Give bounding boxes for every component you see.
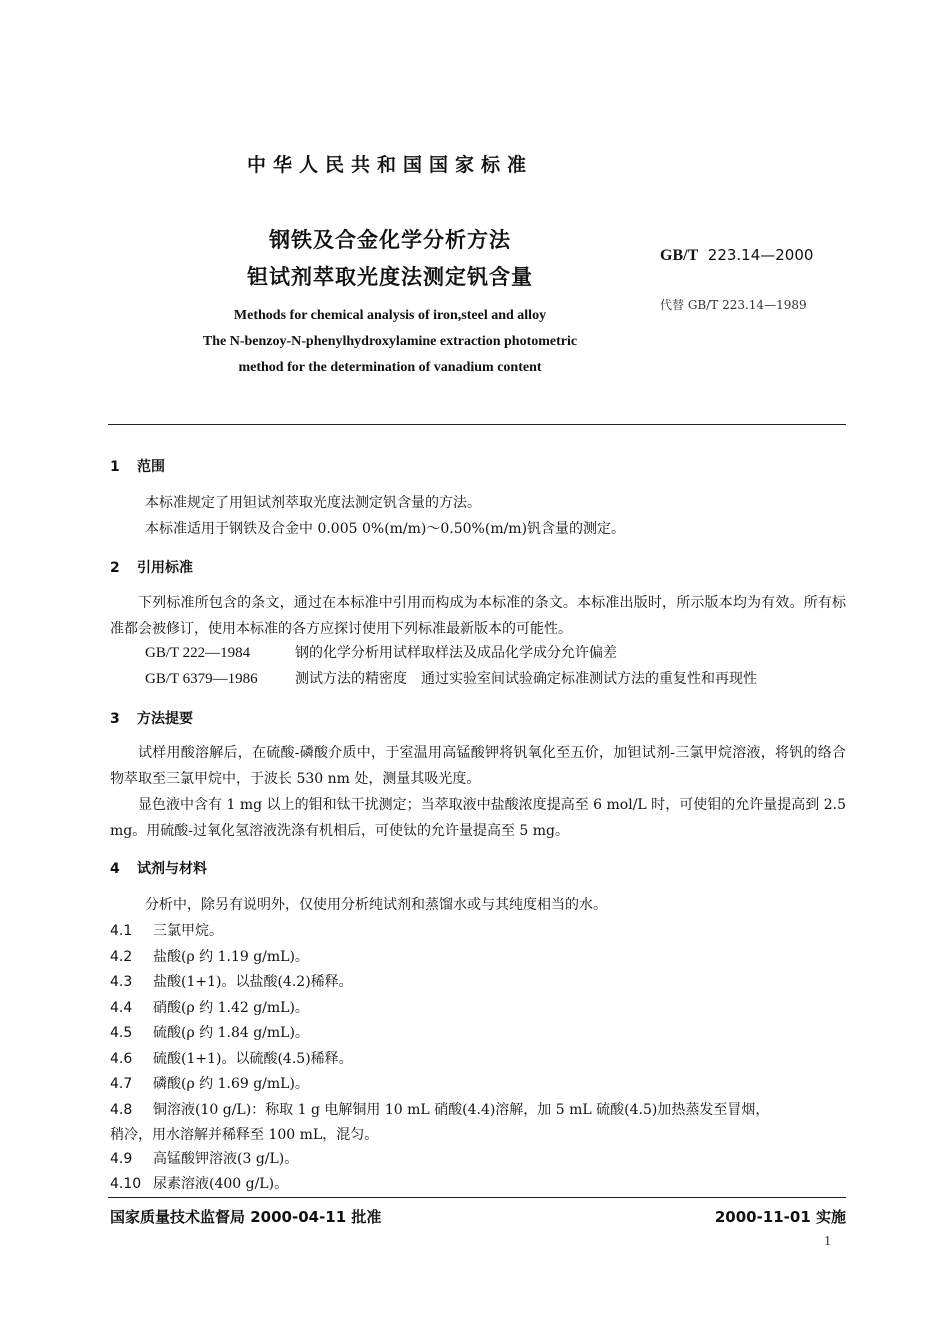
section-3-paragraph-1: 试样用酸溶解后，在硫酸-磷酸介质中，于室温用高锰酸钾将钒氧化至五价，加钽试剂-三氯甲烷溶液，将钒的络合物萃取至三氯甲烷中，于波长 530 nm 处，测量其吸光度。: [110, 745, 846, 787]
section-1-line-1: 本标准规定了用钽试剂萃取光度法测定钒含量的方法。: [145, 495, 481, 511]
document-title-line-2: 钽试剂萃取光度法测定钒含量: [247, 265, 533, 289]
reagent-number: 4.1: [110, 923, 133, 939]
english-title-line-3: method for the determination of vanadium content: [238, 360, 542, 375]
reagent-text: 铜溶液(10 g/L)：称取 1 g 电解铜用 10 mL 硝酸(4.4)溶解，加 5 mL 硫酸(4.5)加热蒸发至冒烟，: [153, 1102, 770, 1118]
reagent-text: 盐酸(ρ 约 1.19 g/mL)。: [153, 949, 309, 965]
reagent-text: 硫酸(ρ 约 1.84 g/mL)。: [153, 1025, 309, 1041]
reagent-number: 4.4: [110, 1000, 133, 1016]
reagent-text: 硝酸(ρ 约 1.42 g/mL)。: [153, 1000, 309, 1016]
reagent-item: [110, 1073, 309, 1093]
section-3-number: 3: [110, 711, 120, 727]
reagent-text: 硫酸(1+1)。以硫酸(4.5)稀释。: [153, 1051, 353, 1067]
section-3-heading: [110, 708, 193, 728]
issued-by: 国家质量技术监督局 2000-04-11 批准: [110, 1208, 382, 1226]
reference-title: 测试方法的精密度 通过实验室间试验确定标准测试方法的重复性和再现性: [295, 671, 757, 687]
effective-date: 2000-11-01 实施: [714, 1208, 846, 1226]
section-2-title: 引用标准: [137, 560, 193, 576]
section-1-title: 范围: [137, 459, 165, 475]
section-2-paragraph: 下列标准所包含的条文，通过在本标准中引用而构成为本标准的条文。本标准出版时，所示版本均为有效。所有标准都会被修订，使用本标准的各方应探讨使用下列标准最新版本的可能性。: [110, 595, 846, 637]
reagent-text: 三氯甲烷。: [153, 923, 223, 939]
reagent-text: 盐酸(1+1)。以盐酸(4.2)稀释。: [153, 974, 353, 990]
reagent-item: [110, 971, 353, 991]
reagent-text: 高锰酸钾溶液(3 g/L)。: [153, 1151, 299, 1167]
section-3-paragraph-2: 显色液中含有 1 mg 以上的钼和钛干扰测定；当萃取液中盐酸浓度提高至 6 mol/L 时，可使钼的允许量提高到 2.5 mg。用硫酸-过氧化氢溶液洗涤有机相后，可使钛的允许量提高至 5 mg。: [110, 797, 846, 839]
reagent-number: 4.8: [110, 1102, 133, 1118]
reagent-number: 4.7: [110, 1076, 133, 1092]
reagent-item: [110, 1099, 769, 1119]
english-title-line-2: The N-benzoy-N-phenylhydroxylamine extraction photometric: [202, 334, 578, 349]
english-title-line-1: Methods for chemical analysis of iron,steel and alloy: [233, 308, 547, 323]
reference-item: [145, 642, 617, 662]
reagent-number: 4.10: [110, 1176, 142, 1192]
reagent-item: [110, 920, 223, 940]
reagent-item: [110, 1173, 288, 1193]
section-3-title: 方法提要: [137, 711, 193, 727]
document-title-line-1: 钢铁及合金化学分析方法: [269, 228, 511, 252]
reagent-text: 尿素溶液(400 g/L)。: [153, 1176, 289, 1192]
section-4-heading: [110, 858, 207, 878]
reagent-number: 4.3: [110, 974, 133, 990]
national-standard-heading: 中华人民共和国国家标准: [246, 154, 533, 176]
reagent-item-continuation: 稍冷，用水溶解并稀释至 100 mL，混匀。: [110, 1127, 379, 1143]
section-4-title: 试剂与材料: [137, 861, 207, 877]
section-4-number: 4: [110, 861, 120, 877]
standard-code: [660, 246, 813, 265]
reference-title: 钢的化学分析用试样取样法及成品化学成分允许偏差: [295, 645, 617, 661]
section-1-heading: [110, 456, 165, 476]
section-2-number: 2: [110, 560, 120, 576]
reagent-item: [110, 1048, 353, 1068]
reagent-number: 4.5: [110, 1025, 133, 1041]
section-2-heading: [110, 557, 193, 577]
reagent-item: [110, 946, 309, 966]
reagent-item: [110, 1148, 298, 1168]
reagent-item: [110, 1022, 309, 1042]
section-4-intro: 分析中，除另有说明外，仅使用分析纯试剂和蒸馏水或与其纯度相当的水。: [145, 897, 607, 913]
reagent-number: 4.6: [110, 1051, 133, 1067]
section-1-number: 1: [110, 459, 120, 475]
footer-divider: [108, 1197, 846, 1198]
reagent-item: [110, 997, 309, 1017]
header-divider: [108, 424, 846, 425]
reagent-number: 4.9: [110, 1151, 133, 1167]
replaces-standard: 代替 GB/T 223.14—1989: [660, 298, 807, 312]
reagent-number: 4.2: [110, 949, 133, 965]
page-number: 1: [824, 1234, 831, 1249]
standard-code-prefix: GB/T: [660, 247, 699, 264]
reagent-text: 磷酸(ρ 约 1.69 g/mL)。: [153, 1076, 309, 1092]
reference-code: GB/T 6379—1986: [145, 671, 258, 687]
reference-code: GB/T 222—1984: [145, 645, 251, 661]
reference-item: [145, 668, 757, 688]
section-1-line-2: 本标准适用于钢铁及合金中 0.005 0%(m/m)～0.50%(m/m)钒含量的测定。: [145, 521, 626, 537]
standard-code-number: 223.14—2000: [707, 246, 814, 264]
